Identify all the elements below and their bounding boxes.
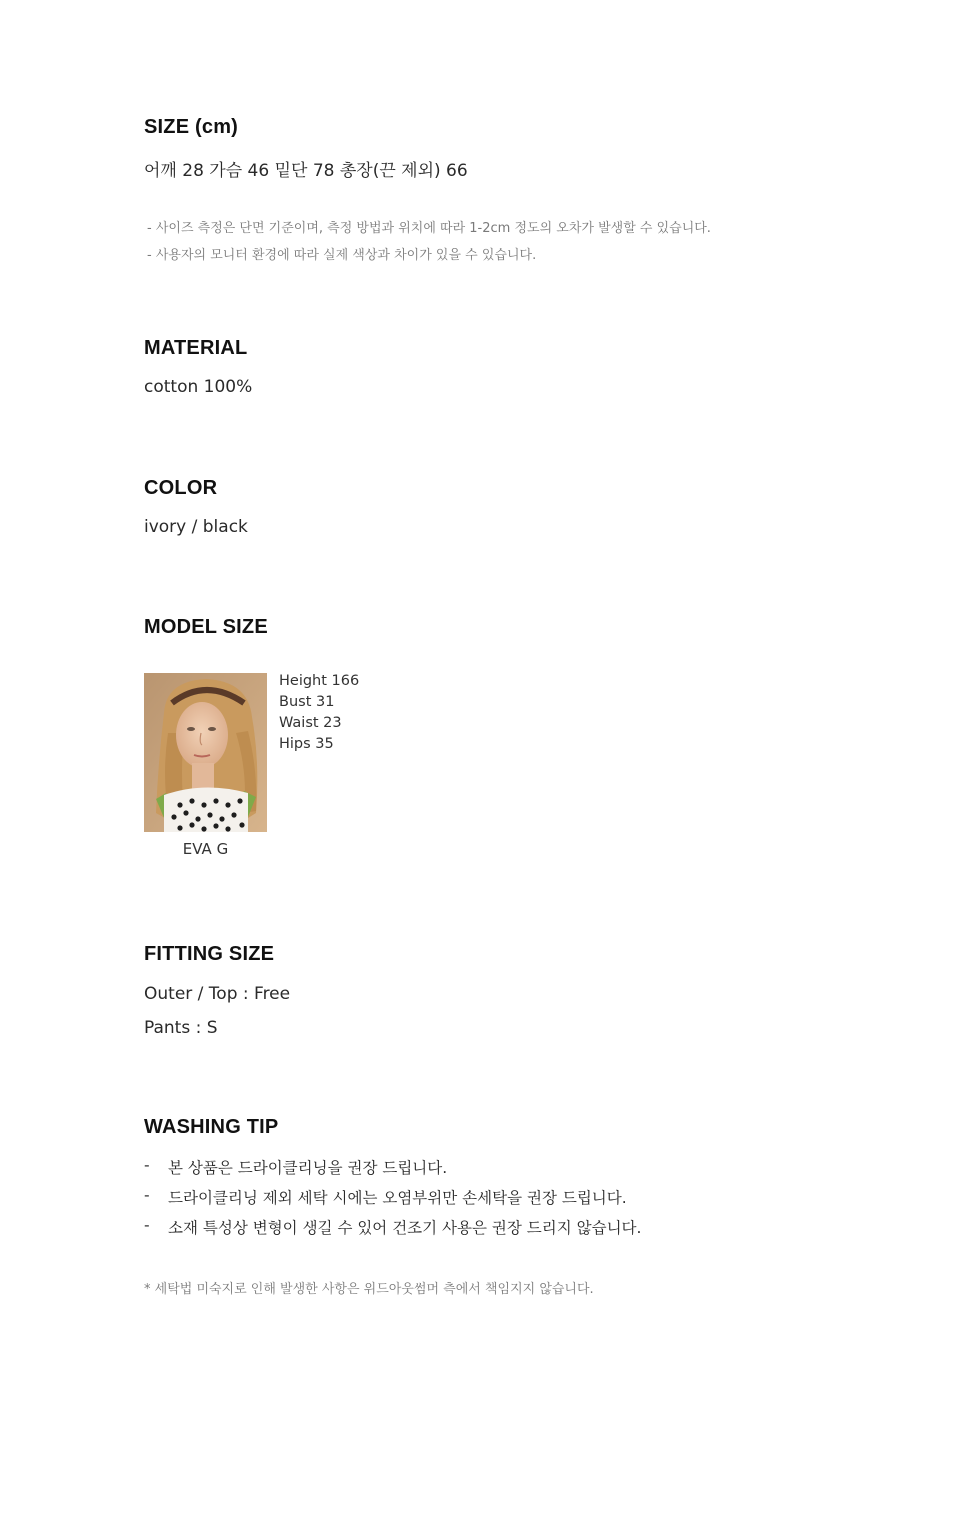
washing-tip-item bbox=[144, 1156, 844, 1178]
fitting-size-pants: Pants : S bbox=[144, 1018, 218, 1038]
size-note-measurement: - 사이즈 측정은 단면 기준이며, 측정 방법과 위치에 따라 1-2cm 정도의 오차가 발생할 수 있습니다. bbox=[147, 221, 711, 236]
fitting-size-heading: FITTING SIZE bbox=[144, 943, 275, 965]
bullet-dash: - bbox=[144, 1216, 150, 1234]
model-size-heading: MODEL SIZE bbox=[144, 616, 268, 638]
model-hips: Hips 35 bbox=[279, 736, 334, 752]
washing-footnote: * 세탁법 미숙지로 인해 발생한 사항은 위드아웃썸머 측에서 책임지지 않습니다. bbox=[144, 1282, 594, 1297]
washing-tip-heading: WASHING TIP bbox=[144, 1116, 279, 1138]
model-waist: Waist 23 bbox=[279, 715, 342, 731]
washing-tip-text: 본 상품은 드라이클리닝을 권장 드립니다. bbox=[168, 1159, 448, 1177]
model-bust: Bust 31 bbox=[279, 694, 335, 710]
model-name: EVA G bbox=[182, 840, 229, 858]
color-value: ivory / black bbox=[144, 517, 248, 537]
size-heading: SIZE (cm) bbox=[144, 116, 239, 138]
color-heading: COLOR bbox=[144, 477, 218, 499]
model-stats bbox=[279, 671, 359, 755]
size-note-monitor: - 사용자의 모니터 환경에 따라 실제 색상과 차이가 있을 수 있습니다. bbox=[147, 248, 537, 263]
model-height: Height 166 bbox=[279, 673, 360, 689]
washing-tip-text: 소재 특성상 변형이 생길 수 있어 건조기 사용은 권장 드리지 않습니다. bbox=[168, 1219, 642, 1237]
size-measurements: 어깨 28 가슴 46 밑단 78 총장(끈 제외) 66 bbox=[144, 161, 468, 181]
washing-tip-text: 드라이클리닝 제외 세탁 시에는 오염부위만 손세탁을 권장 드립니다. bbox=[168, 1189, 627, 1207]
washing-tip-item bbox=[144, 1216, 844, 1238]
bullet-dash: - bbox=[144, 1186, 150, 1204]
bullet-dash: - bbox=[144, 1156, 150, 1174]
material-heading: MATERIAL bbox=[144, 337, 248, 359]
washing-tip-item bbox=[144, 1186, 844, 1208]
model-photo bbox=[144, 673, 267, 832]
fitting-size-outer-top: Outer / Top : Free bbox=[144, 984, 291, 1004]
material-value: cotton 100% bbox=[144, 377, 253, 397]
